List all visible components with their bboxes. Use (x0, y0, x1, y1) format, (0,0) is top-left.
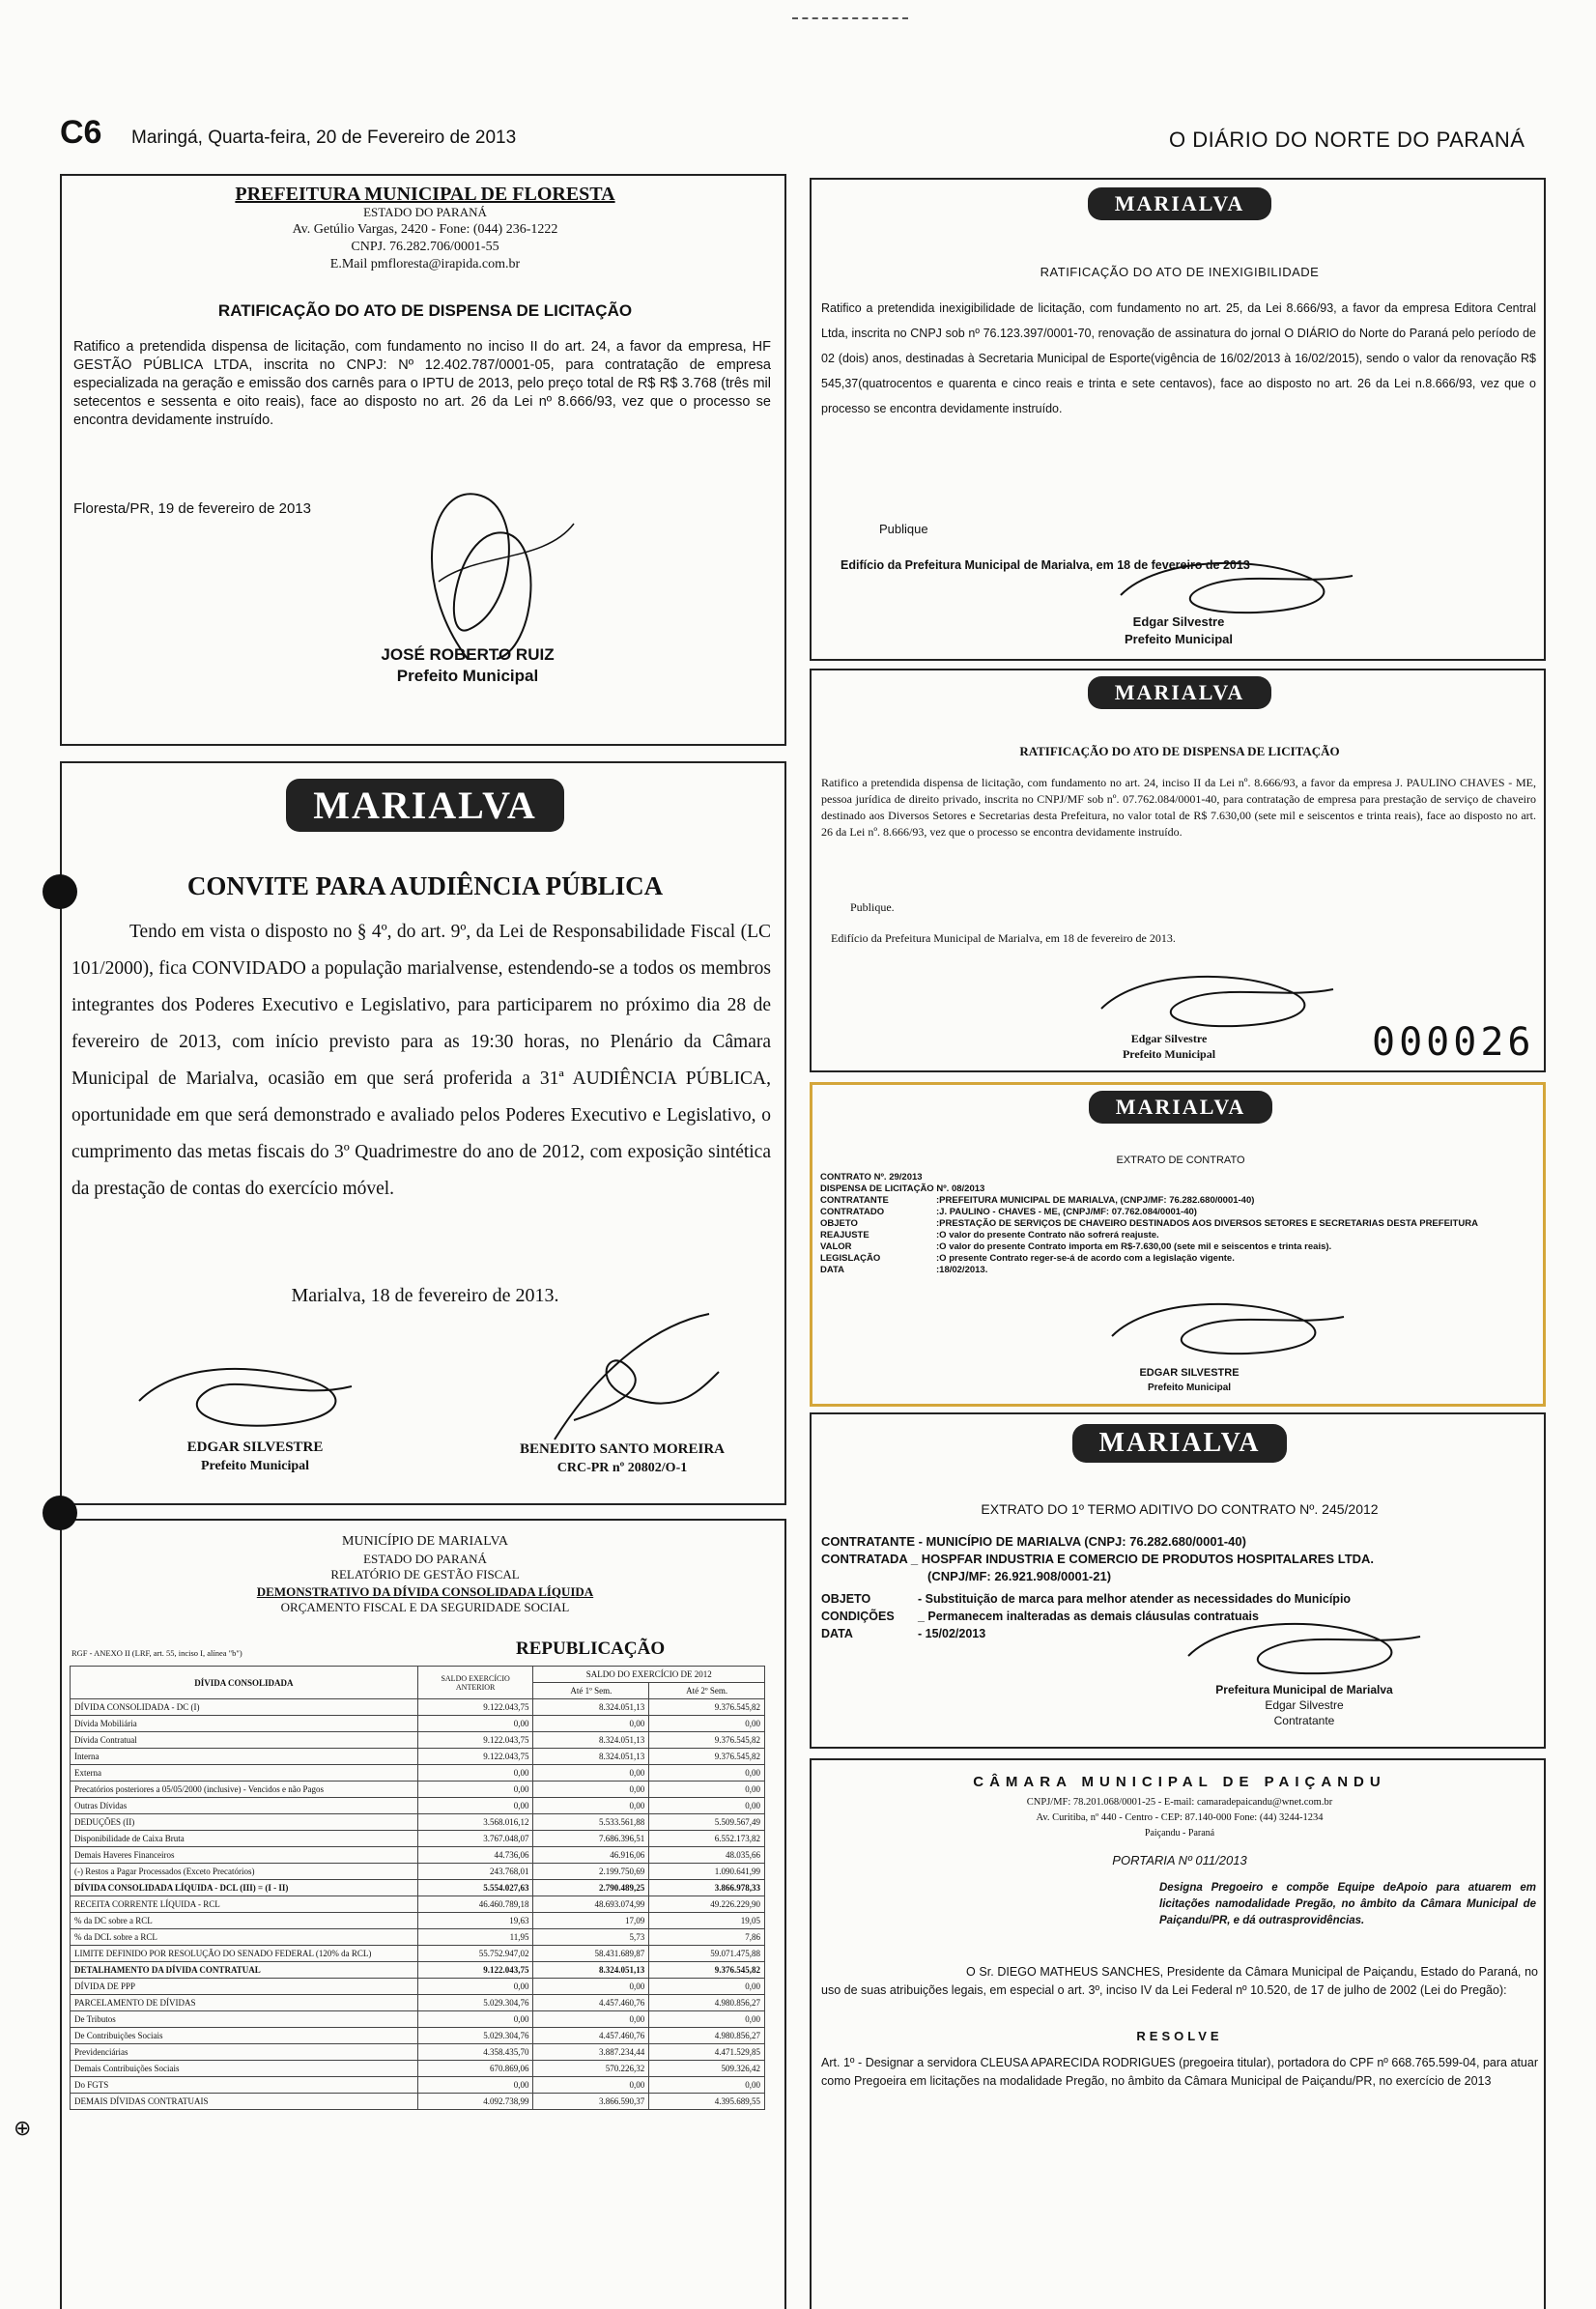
rgf-row-label: Demais Contribuições Sociais (71, 2061, 418, 2077)
rgf-row-value: 58.431.689,87 (533, 1946, 649, 1962)
rgf-col-q1: Até 1º Sem. (533, 1683, 649, 1699)
rgf-demonstrativo: DEMONSTRATIVO DA DÍVIDA CONSOLIDADA LÍQUIDA (256, 1584, 594, 1599)
page-number: C6 (60, 114, 102, 151)
newspaper-name: O DIÁRIO DO NORTE DO PARANÁ (1169, 128, 1525, 152)
rgf-report (60, 1519, 786, 2309)
inexigibilidade-title: RATIFICAÇÃO DO ATO DE INEXIGIBILIDADE (1040, 265, 1320, 279)
rgf-row-value: 4.457.460,76 (533, 1995, 649, 2011)
convite-title: CONVITE PARA AUDIÊNCIA PÚBLICA (186, 871, 664, 900)
rgf-row-value: 0,00 (533, 1782, 649, 1798)
extrato-field-key: DATA (820, 1265, 844, 1275)
rgf-row (71, 1913, 765, 1929)
rgf-row-value: 3.887.234,44 (533, 2044, 649, 2061)
rgf-state: ESTADO DO PARANÁ (363, 1552, 487, 1566)
rgf-row-value: 6.552.173,82 (649, 1831, 765, 1847)
rgf-row-value: 0,00 (417, 1716, 533, 1732)
rgf-row-value: 0,00 (649, 1716, 765, 1732)
rgf-row-value: 1.090.641,99 (649, 1864, 765, 1880)
extrato-field-value: :O valor do presente Contrato não sofrerá reajuste. (936, 1230, 1159, 1240)
rgf-row-value: 5.533.561,88 (533, 1814, 649, 1831)
header-date: Maringá, Quarta-feira, 20 de Fevereiro de 2013 (131, 128, 517, 148)
rgf-row-label: PARCELAMENTO DE DÍVIDAS (71, 1995, 418, 2011)
aditivo-contratada: CONTRATADA _ HOSPFAR INDUSTRIA E COMERCIO DE PRODUTOS HOSPITALARES LTDA. (821, 1552, 1375, 1566)
extrato-field (820, 1241, 1539, 1253)
rgf-row (71, 1847, 765, 1864)
rgf-row-label: Outras Dívidas (71, 1798, 418, 1814)
floresta-signer: JOSÉ ROBERTO RUIZ (381, 645, 555, 664)
extrato-field-key: VALOR (820, 1241, 852, 1252)
punch-hole-1 (43, 874, 77, 909)
rgf-row (71, 2011, 765, 2028)
rgf-row (71, 1699, 765, 1716)
rgf-row-value: 11,95 (417, 1929, 533, 1946)
extrato-field (820, 1195, 1539, 1207)
floresta-org: PREFEITURA MUNICIPAL DE FLORESTA (235, 184, 615, 205)
extrato-field-key: OBJETO (820, 1218, 858, 1229)
rgf-table (70, 1666, 765, 2110)
rgf-row-label: Demais Haveres Financeiros (71, 1847, 418, 1864)
extrato-field-key: LEGISLAÇÃO (820, 1253, 881, 1264)
rgf-row-value: 0,00 (417, 1782, 533, 1798)
rgf-row-label: Disponibilidade de Caixa Bruta (71, 1831, 418, 1847)
floresta-place-date: Floresta/PR, 19 de fevereiro de 2013 (73, 500, 311, 517)
rgf-row-label: (-) Restos a Pagar Processados (Exceto Precatórios) (71, 1864, 418, 1880)
rgf-row-value: 17,09 (533, 1913, 649, 1929)
rgf-row-value: 0,00 (649, 1782, 765, 1798)
rgf-row-value: 55.752.947,02 (417, 1946, 533, 1962)
marialva-logo: MARIALVA (812, 1091, 1546, 1124)
dispensa-notice (810, 669, 1546, 1072)
extrato-field-key: CONTRATADO (820, 1207, 885, 1217)
inexigibilidade-body: Ratifico a pretendida inexigibilidade de licitação, com fundamento no art. 25, da Lei 8.666/93, a favor da empresa Editora Central Ltda, inscrita no CNPJ sob nº 76.123.397/0001-70, renovação de assinatura do jornal O DIÁRIO do Norte do Paraná pelo período de 02 (dois) anos, destinadas à Secretaria Municipal de Esporte(vigência de 16/02/2013 à 16/02/2015), sendo o valor da renovação R$ 545,37(quatrocentos e quarenta e cinco reais e trinta e sete centavos), face ao disposto no art. 26 da Lei n.8.666/93, vez que o processo se encontra devidamente instruído. (821, 301, 1536, 415)
extrato-field-value: :18/02/2013. (936, 1265, 988, 1275)
aditivo-field (821, 1590, 1536, 1608)
inexigibilidade-signer: Edgar Silvestre (1132, 614, 1225, 629)
rgf-row-value: 0,00 (417, 1765, 533, 1782)
convite-signer-1: EDGAR SILVESTRE (186, 1440, 324, 1455)
rgf-row-value: 8.324.051,13 (533, 1732, 649, 1749)
dispensa-body: Ratifico a pretendida dispensa de licitação, com fundamento no art. 24, inciso II da Lei nº. 8.666/93, a favor da empresa J. PAULINO CHAVES - ME, pessoa jurídica de direito privado, inscrita no CNPJ/MF sob nº. 07.762.084/0001-40, para contratação de empresa para prestação de serviço de chaveiro destinado aos Diversos Setores e Secretarias desta Prefeitura, no valor total de R$ 7.630,00 (sete mil e seiscentos e trinta reais), face ao disposto no art. 26 da Lei nº. 8.666/93, vez que o processo se encontra devidamente instruído. (821, 776, 1536, 839)
rgf-row-value: 0,00 (417, 2077, 533, 2094)
rgf-row-label: DÍVIDA CONSOLIDADA LÍQUIDA - DCL (III) = (I - II) (71, 1880, 418, 1896)
camara-title: CÂMARA MUNICIPAL DE PAIÇANDU (973, 1774, 1386, 1790)
rgf-row (71, 2061, 765, 2077)
extrato-field (820, 1265, 1539, 1276)
rgf-row-value: 49.226.229,90 (649, 1896, 765, 1913)
rgf-row (71, 1716, 765, 1732)
extrato-field-key: CONTRATO Nº. 29/2013 (820, 1172, 923, 1183)
rgf-col-saldo: SALDO EXERCÍCIO ANTERIOR (417, 1667, 533, 1699)
aditivo-field-value: - Substituição de marca para melhor atender as necessidades do Município (918, 1592, 1352, 1606)
rgf-row-value: 9.376.545,82 (649, 1749, 765, 1765)
camara-city: Paiçandu - Paraná (1144, 1828, 1215, 1839)
rgf-row-value: 0,00 (649, 1765, 765, 1782)
rgf-row-label: DÍVIDA DE PPP (71, 1979, 418, 1995)
rgf-row (71, 2028, 765, 2044)
dispensa-place: Edifício da Prefeitura Municipal de Marialva, em 18 de fevereiro de 2013. (831, 931, 1176, 945)
rgf-row-value: 5.554.027,63 (417, 1880, 533, 1896)
rgf-row-label: DÍVIDA CONSOLIDADA - DC (I) (71, 1699, 418, 1716)
rgf-row-value: 0,00 (533, 2077, 649, 2094)
extrato-role: Prefeito Municipal (1147, 1383, 1232, 1393)
rgf-row-value: 3.866.590,37 (533, 2094, 649, 2110)
rgf-row-value: 48.035,66 (649, 1847, 765, 1864)
aditivo-field-key: CONDIÇÕES (821, 1610, 895, 1623)
extrato-field-value: :O presente Contrato reger-se-á de acordo com a legislação vigente. (936, 1253, 1235, 1264)
aditivo-signer-3: Contratante (1273, 1714, 1335, 1727)
rgf-row-value: 3.767.048,07 (417, 1831, 533, 1847)
rgf-row-value: 5.029.304,76 (417, 2028, 533, 2044)
rgf-row-value: 19,05 (649, 1913, 765, 1929)
rgf-row-label: Dívida Contratual (71, 1732, 418, 1749)
rgf-row-value: 570.226,32 (533, 2061, 649, 2077)
convite-notice (60, 761, 786, 1505)
convite-body: Tendo em vista o disposto no § 4º, do art. 9º, da Lei de Responsabilidade Fiscal (LC 101/2000), fica CONVIDADO a população marialvense, estendendo-se a todos os membros integrantes dos Poderes Executivo e Legislativo, para participarem no próximo dia 28 de fevereiro de 2013, com início previsto para as 19:30 horas, no Plenário da Câmara Municipal de Marialva, ocasião em que será proferida a 31ª AUDIÊNCIA PÚBLICA, oportunidade em que será demonstrado e avaliado pelos Poderes Executivo e Legislativo, o cumprimento das metas fiscais do 3º Quadrimestre do ano de 2012, com exposição sintética da prestação de contas do exercício móvel. (71, 922, 771, 1199)
rgf-row-value: 243.768,01 (417, 1864, 533, 1880)
rgf-row (71, 1798, 765, 1814)
extrato-field-key: CONTRATANTE (820, 1195, 889, 1206)
rgf-row-value: 8.324.051,13 (533, 1699, 649, 1716)
floresta-title: RATIFICAÇÃO DO ATO DE DISPENSA DE LICITAÇÃO (217, 301, 633, 320)
camara-portaria: PORTARIA Nº 011/2013 (1112, 1853, 1247, 1867)
rgf-row (71, 1831, 765, 1847)
rgf-row (71, 1864, 765, 1880)
rgf-row-value: 4.471.529,85 (649, 2044, 765, 2061)
rgf-row (71, 1782, 765, 1798)
extrato-contrato (810, 1082, 1546, 1407)
rgf-row-value: 4.457.460,76 (533, 2028, 649, 2044)
rgf-row-value: 46.460.789,18 (417, 1896, 533, 1913)
rgf-row (71, 2044, 765, 2061)
rgf-row (71, 1929, 765, 1946)
rgf-row (71, 1962, 765, 1979)
rgf-row-value: 0,00 (533, 2011, 649, 2028)
rgf-republicacao: REPUBLICAÇÃO (516, 1639, 666, 1659)
rgf-row-label: Externa (71, 1765, 418, 1782)
extrato-field (820, 1218, 1539, 1230)
page-stamp: 000026 (1372, 1020, 1535, 1065)
rgf-row (71, 1765, 765, 1782)
camara-address: Av. Curitiba, nº 440 - Centro - CEP: 87.140-000 Fone: (44) 3244-1234 (1036, 1812, 1324, 1823)
rgf-row-value: 0,00 (649, 1979, 765, 1995)
aditivo-notice (810, 1412, 1546, 1749)
rgf-row-value: 9.376.545,82 (649, 1699, 765, 1716)
extrato-field-key: DISPENSA DE LICITAÇÃO Nº. 08/2013 (820, 1183, 985, 1194)
dispensa-publique: Publique. (850, 900, 895, 914)
rgf-row-value: 9.376.545,82 (649, 1962, 765, 1979)
extrato-field-value: :J. PAULINO - CHAVES - ME, (CNPJ/MF: 07.762.084/0001-40) (936, 1207, 1197, 1217)
rgf-row-value: 46.916,06 (533, 1847, 649, 1864)
rgf-row-value: 7,86 (649, 1929, 765, 1946)
rgf-row-value: 0,00 (649, 2077, 765, 2094)
floresta-address: Av. Getúlio Vargas, 2420 - Fone: (044) 236-1222 (292, 222, 558, 237)
extrato-signer: EDGAR SILVESTRE (1139, 1367, 1240, 1379)
aditivo-field-value: - 15/02/2013 (918, 1627, 986, 1640)
rgf-row-value: 670.869,06 (417, 2061, 533, 2077)
floresta-role: Prefeito Municipal (396, 667, 539, 685)
convite-signature-1 (120, 1343, 390, 1449)
extrato-field (820, 1172, 1539, 1183)
dispensa-signer: Edgar Silvestre (1130, 1032, 1208, 1045)
registration-mark-icon: ⊕ (14, 2116, 32, 2140)
rgf-row-label: Precatórios posteriores a 05/05/2000 (inclusive) - Vencidos e não Pagos (71, 1782, 418, 1798)
rgf-municipality: MUNICÍPIO DE MARIALVA (342, 1534, 508, 1549)
rgf-row (71, 1995, 765, 2011)
extrato-field (820, 1230, 1539, 1241)
aditivo-signature (1179, 1608, 1430, 1685)
rgf-row-value: 0,00 (417, 1798, 533, 1814)
floresta-email: E.Mail pmfloresta@irapida.com.br (329, 257, 521, 271)
rgf-row-value: 8.324.051,13 (533, 1962, 649, 1979)
camara-cnpj: CNPJ/MF: 78.201.068/0001-25 - E-mail: camaradepaicandu@wnet.com.br (1026, 1797, 1333, 1808)
aditivo-field-key: OBJETO (821, 1592, 871, 1606)
rgf-row-label: % da DCL sobre a RCL (71, 1929, 418, 1946)
rgf-row-value: 4.980.856,27 (649, 2028, 765, 2044)
inexigibilidade-publique: Publique (879, 522, 928, 536)
rgf-row (71, 1946, 765, 1962)
rgf-row-value: 7.686.396,51 (533, 1831, 649, 1847)
rgf-row-value: 8.324.051,13 (533, 1749, 649, 1765)
rgf-row-value: 9.122.043,75 (417, 1732, 533, 1749)
extrato-field-value: :PRESTAÇÃO DE SERVIÇOS DE CHAVEIRO DESTINADOS AOS DIVERSOS SETORES E SECRETARIAS DESTA PREFEITURA (936, 1218, 1478, 1229)
rgf-row-value: 0,00 (649, 1798, 765, 1814)
rgf-col-item: DÍVIDA CONSOLIDADA (71, 1667, 418, 1699)
rgf-row-value: 5,73 (533, 1929, 649, 1946)
rgf-row (71, 1749, 765, 1765)
rgf-row-label: Previdenciárias (71, 2044, 418, 2061)
rgf-row-value: 3.866.978,33 (649, 1880, 765, 1896)
aditivo-signer-1: Prefeitura Municipal de Marialva (1215, 1683, 1393, 1696)
rgf-row (71, 1732, 765, 1749)
rgf-row-label: Do FGTS (71, 2077, 418, 2094)
rgf-row (71, 1814, 765, 1831)
extrato-title: EXTRATO DE CONTRATO (1116, 1154, 1245, 1166)
marialva-logo: MARIALVA (62, 779, 786, 832)
dispensa-role: Prefeito Municipal (1122, 1047, 1216, 1061)
rgf-row-label: RECEITA CORRENTE LÍQUIDA - RCL (71, 1896, 418, 1913)
rgf-row-value: 0,00 (533, 1979, 649, 1995)
convite-role-2: CRC-PR nº 20802/O-1 (556, 1461, 688, 1475)
camara-resolve: RESOLVE (1136, 2029, 1223, 2043)
rgf-row-label: De Contribuições Sociais (71, 2028, 418, 2044)
rgf-row (71, 1896, 765, 1913)
rgf-row-value: 19,63 (417, 1913, 533, 1929)
inexigibilidade-signature (1111, 547, 1362, 624)
rgf-col-q2: Até 2º Sem. (649, 1683, 765, 1699)
rgf-row-value: 0,00 (533, 1716, 649, 1732)
convite-date: Marialva, 18 de fevereiro de 2013. (291, 1285, 559, 1306)
rgf-row-value: 4.092.738,99 (417, 2094, 533, 2110)
camara-article: Art. 1º - Designar a servidora CLEUSA APARECIDA RODRIGUES (pregoeira titular), portadora do CPF nº 668.765.599-04, para atuar como Pregoeira em licitações na modalidade Pregão, no âmbito da Câmara Municipal de Paiçandu/PR, no exercício de 2013 (821, 2056, 1538, 2088)
inexigibilidade-role: Prefeito Municipal (1125, 632, 1233, 646)
extrato-field-key: REAJUSTE (820, 1230, 869, 1240)
inexigibilidade-place: Edifício da Prefeitura Municipal de Marialva, em 18 de fevereiro de 2013 (841, 558, 1250, 572)
aditivo-contratante: CONTRATANTE - MUNICÍPIO DE MARIALVA (CNPJ: 76.282.680/0001-40) (821, 1534, 1246, 1549)
rgf-row-value: 9.122.043,75 (417, 1749, 533, 1765)
rgf-row-value: 4.395.689,55 (649, 2094, 765, 2110)
rgf-row-label: DEDUÇÕES (II) (71, 1814, 418, 1831)
rgf-row-value: 48.693.074,99 (533, 1896, 649, 1913)
rgf-row-label: DETALHAMENTO DA DÍVIDA CONTRATUAL (71, 1962, 418, 1979)
rgf-row-value: 3.568.016,12 (417, 1814, 533, 1831)
rgf-row-label: LIMITE DEFINIDO POR RESOLUÇÃO DO SENADO FEDERAL (120% da RCL) (71, 1946, 418, 1962)
rgf-row-value: 44.736,06 (417, 1847, 533, 1864)
marialva-logo: MARIALVA (812, 1424, 1546, 1463)
rgf-row-value: 0,00 (417, 2011, 533, 2028)
floresta-notice (60, 174, 786, 746)
rgf-row-value: 9.376.545,82 (649, 1732, 765, 1749)
rgf-row (71, 1979, 765, 1995)
camara-ementa: Designa Pregoeiro e compõe Equipe deApoio para atuarem em licitações namodalidade Pregão, no âmbito da Câmara Municipal de Paiçandu/PR, e dá outrasprovidências. (1159, 1882, 1536, 1926)
rgf-row-value: 0,00 (417, 1979, 533, 1995)
extrato-field-value: :PREFEITURA MUNICIPAL DE MARIALVA, (CNPJ/MF: 76.282.680/0001-40) (936, 1195, 1255, 1206)
rgf-row-label: DEMAIS DÍVIDAS CONTRATUAIS (71, 2094, 418, 2110)
dispensa-signature (1092, 960, 1343, 1038)
aditivo-field-value: _ Permanecem inalteradas as demais cláusulas contratuais (918, 1610, 1259, 1623)
aditivo-signer-2: Edgar Silvestre (1265, 1698, 1344, 1712)
rgf-row-value: 9.122.043,75 (417, 1962, 533, 1979)
rgf-row-value: 0,00 (649, 2011, 765, 2028)
aditivo-field-key: DATA (821, 1627, 853, 1640)
extrato-field-value: :O valor do presente Contrato importa em R$-7.630,00 (sete mil e seiscentos e trinta reais). (936, 1241, 1332, 1252)
convite-signer-2: BENEDITO SANTO MOREIRA (520, 1441, 725, 1457)
extrato-fields (820, 1172, 1539, 1276)
rgf-row-value: 59.071.475,88 (649, 1946, 765, 1962)
rgf-row-value: 2.790.489,25 (533, 1880, 649, 1896)
rgf-row-value: 4.980.856,27 (649, 1995, 765, 2011)
marialva-logo: MARIALVA (812, 676, 1546, 709)
camara-body: O Sr. DIEGO MATHEUS SANCHES, Presidente da Câmara Municipal de Paiçandu, Estado do Paraná, no uso de suas atribuições legais, em especial o art. 3º, inciso IV da Lei Federal nº 10.520, de 17 de julho de 2002 (Lei do Pregão): (821, 1965, 1538, 1997)
camara-notice (810, 1758, 1546, 2309)
rgf-row-value: 2.199.750,69 (533, 1864, 649, 1880)
rgf-col-exercicio: SALDO DO EXERCÍCIO DE 2012 (533, 1667, 765, 1683)
floresta-body: Ratifico a pretendida dispensa de licitação, com fundamento no inciso II do art. 24, a favor da empresa, HF GESTÃO PÚBLICA LTDA, inscrita no CNPJ: Nº 12.402.787/0001-05, para contratação de empresa especializada na geração e emissão dos carnês para o IPTU de 2013, pelo preço total de R$ R$ 3.768 (três mil setecentos e sessenta e oito reais), face ao disposto no art. 26 da Lei nº 8.666/93, vez que o processo se encontra devidamente instruído. (73, 339, 771, 428)
floresta-cnpj: CNPJ. 76.282.706/0001-55 (351, 240, 499, 254)
convite-role-1: Prefeito Municipal (200, 1459, 310, 1473)
aditivo-cnpj: (CNPJ/MF: 26.921.908/0001-21) (927, 1569, 1112, 1583)
rgf-row (71, 2094, 765, 2110)
rgf-annex: RGF - ANEXO II (LRF, art. 55, inciso I, alínea "b") (71, 1648, 242, 1658)
rgf-orcamento: ORÇAMENTO FISCAL E DA SEGURIDADE SOCIAL (280, 1600, 570, 1614)
rgf-row-value: 5.509.567,49 (649, 1814, 765, 1831)
punch-hole-2 (43, 1496, 77, 1530)
rgf-row-value: 0,00 (533, 1798, 649, 1814)
scan-mark (792, 17, 908, 19)
rgf-row-value: 9.122.043,75 (417, 1699, 533, 1716)
extrato-field (820, 1207, 1539, 1218)
rgf-row-label: Interna (71, 1749, 418, 1765)
rgf-row-value: 0,00 (533, 1765, 649, 1782)
rgf-row-value: 509.326,42 (649, 2061, 765, 2077)
extrato-field (820, 1183, 1539, 1195)
rgf-row (71, 1880, 765, 1896)
extrato-field (820, 1253, 1539, 1265)
rgf-row-value: 5.029.304,76 (417, 1995, 533, 2011)
aditivo-title: EXTRATO DO 1º TERMO ADITIVO DO CONTRATO Nº. 245/2012 (981, 1501, 1379, 1517)
floresta-state: ESTADO DO PARANÁ (363, 205, 487, 219)
convite-signature-2 (516, 1304, 748, 1459)
rgf-row-label: De Tributos (71, 2011, 418, 2028)
extrato-signature (1102, 1288, 1354, 1365)
rgf-report-title: RELATÓRIO DE GESTÃO FISCAL (330, 1567, 520, 1582)
rgf-row-value: 4.358.435,70 (417, 2044, 533, 2061)
inexigibilidade-notice (810, 178, 1546, 661)
rgf-row-label: % da DC sobre a RCL (71, 1913, 418, 1929)
dispensa-title: RATIFICAÇÃO DO ATO DE DISPENSA DE LICITAÇÃO (1019, 744, 1340, 758)
marialva-logo: MARIALVA (812, 187, 1546, 220)
rgf-row (71, 2077, 765, 2094)
rgf-row-label: Dívida Mobiliária (71, 1716, 418, 1732)
